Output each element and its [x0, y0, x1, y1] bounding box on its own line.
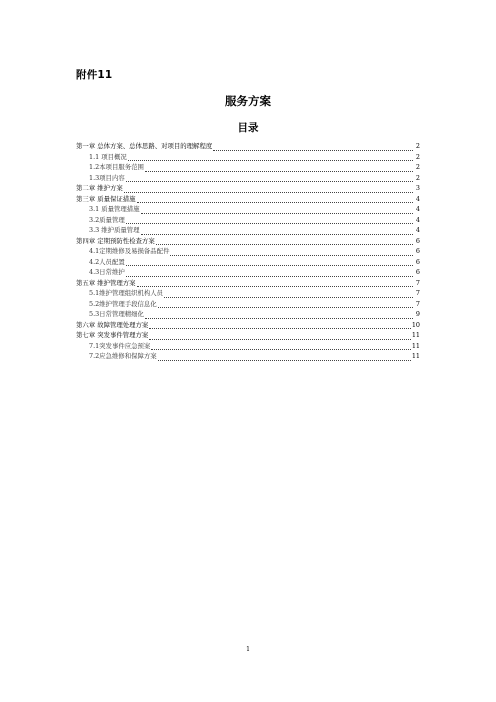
- toc-entry-label: 5.1维护管理组织机构人员: [89, 289, 164, 297]
- toc-section-entry[interactable]: [76, 351, 420, 362]
- toc-dot-leader: [126, 259, 413, 266]
- toc-dot-leader: [170, 249, 413, 256]
- toc-section-entry[interactable]: [76, 152, 420, 163]
- toc-entry-label: 1.3项目内容: [89, 173, 125, 182]
- toc-page-number: 10: [411, 320, 420, 329]
- toc-entry-label: 5.2维护管理手段信息化: [89, 299, 157, 308]
- toc-entry-label: 3.3 维护质量管理: [89, 226, 140, 234]
- toc-chapter-entry[interactable]: [76, 278, 420, 289]
- toc-entry-label: 第六章 故障管理处理方案: [76, 320, 149, 329]
- toc-entry-label: 3.1 质量管理措施: [89, 205, 140, 213]
- toc-dot-leader: [151, 343, 411, 350]
- toc-page-number: 2: [415, 173, 420, 182]
- toc-page-number: 4: [415, 194, 420, 203]
- toc-dot-leader: [145, 312, 413, 319]
- toc-section-entry[interactable]: [76, 267, 420, 278]
- toc-page-number: 6: [415, 247, 420, 255]
- toc-page-number: 11: [411, 331, 420, 339]
- toc-page-number: 9: [415, 310, 420, 318]
- toc-page-number: 11: [411, 341, 420, 350]
- toc-page-number: 2: [415, 163, 420, 171]
- toc-entry-label: 1.1 项目概况: [89, 152, 127, 161]
- toc-entry-label: 第七章 突发事件管理方案: [76, 331, 149, 339]
- toc-entry-label: 4.1定期维修及易损备品配件: [89, 247, 170, 255]
- toc-entry-label: 3.2质量管理: [89, 215, 125, 224]
- toc-dot-leader: [126, 175, 413, 182]
- toc-section-entry[interactable]: [76, 204, 420, 215]
- toc-section-entry[interactable]: [76, 225, 420, 236]
- toc-entry-label: 第二章 维护方案: [76, 184, 123, 192]
- toc-dot-leader: [156, 238, 413, 245]
- toc-page-number: 2: [415, 152, 420, 161]
- toc-entry-label: 1.2本项目服务范围: [89, 163, 144, 171]
- toc-dot-leader: [213, 144, 413, 151]
- toc-section-entry[interactable]: [76, 173, 420, 184]
- toc-page-number: 3: [415, 184, 420, 192]
- toc-page-number: 6: [415, 257, 420, 266]
- toc-entry-label: 第五章 维护管理方案: [76, 278, 136, 287]
- toc-chapter-entry[interactable]: [76, 141, 420, 152]
- toc-dot-leader: [158, 301, 413, 308]
- toc-page-number: 7: [415, 278, 420, 287]
- table-of-contents: [76, 141, 420, 362]
- toc-dot-leader: [124, 186, 413, 193]
- toc-entry-label: 第四章 定期预防性检查方案: [76, 236, 155, 245]
- toc-entry-label: 7.2应急维修和保障方案: [89, 352, 157, 360]
- toc-page-number: 6: [415, 268, 420, 276]
- toc-entry-label: 第三章 质量保证措施: [76, 194, 136, 203]
- toc-chapter-entry[interactable]: [76, 320, 420, 331]
- toc-dot-leader: [137, 280, 413, 287]
- toc-entry-label: 4.2人员配置: [89, 257, 125, 266]
- toc-section-entry[interactable]: [76, 341, 420, 352]
- toc-page-number: 4: [415, 205, 420, 213]
- toc-chapter-entry[interactable]: [76, 183, 420, 194]
- toc-page-number: 4: [415, 215, 420, 224]
- toc-page-number: 6: [415, 236, 420, 245]
- toc-chapter-entry[interactable]: [76, 194, 420, 205]
- toc-section-entry[interactable]: [76, 299, 420, 310]
- toc-section-entry[interactable]: [76, 215, 420, 226]
- toc-dot-leader: [126, 270, 413, 277]
- toc-dot-leader: [145, 165, 413, 172]
- toc-dot-leader: [141, 228, 413, 235]
- toc-chapter-entry[interactable]: [76, 330, 420, 341]
- toc-page-number: 11: [411, 352, 420, 360]
- toc-dot-leader: [158, 354, 411, 361]
- toc-entry-label: 7.1突发事件应急预案: [89, 341, 151, 350]
- toc-entry-label: 5.3日常管理精细化: [89, 310, 144, 318]
- toc-dot-leader: [149, 333, 411, 340]
- toc-dot-leader: [128, 154, 413, 161]
- toc-page-number: 7: [415, 299, 420, 308]
- toc-entry-label: 4.3日常维护: [89, 268, 125, 276]
- document-title: 服务方案: [225, 94, 271, 108]
- toc-dot-leader: [141, 207, 413, 214]
- toc-section-entry[interactable]: [76, 309, 420, 320]
- toc-section-entry[interactable]: [76, 288, 420, 299]
- toc-dot-leader: [164, 291, 413, 298]
- toc-chapter-entry[interactable]: [76, 236, 420, 247]
- toc-entry-label: 第一章 总体方案、总体思路、对项目的理解程度: [76, 142, 213, 150]
- toc-section-entry[interactable]: [76, 246, 420, 257]
- toc-section-entry[interactable]: [76, 162, 420, 173]
- attachment-label: 附件11: [76, 69, 113, 81]
- toc-dot-leader: [137, 196, 413, 203]
- toc-page-number: 2: [415, 142, 420, 150]
- toc-heading: 目录: [237, 122, 259, 134]
- toc-section-entry[interactable]: [76, 257, 420, 268]
- toc-dot-leader: [126, 217, 413, 224]
- toc-page-number: 4: [415, 226, 420, 234]
- toc-page-number: 7: [415, 289, 420, 297]
- toc-dot-leader: [149, 322, 411, 329]
- page-number: 1: [246, 646, 250, 653]
